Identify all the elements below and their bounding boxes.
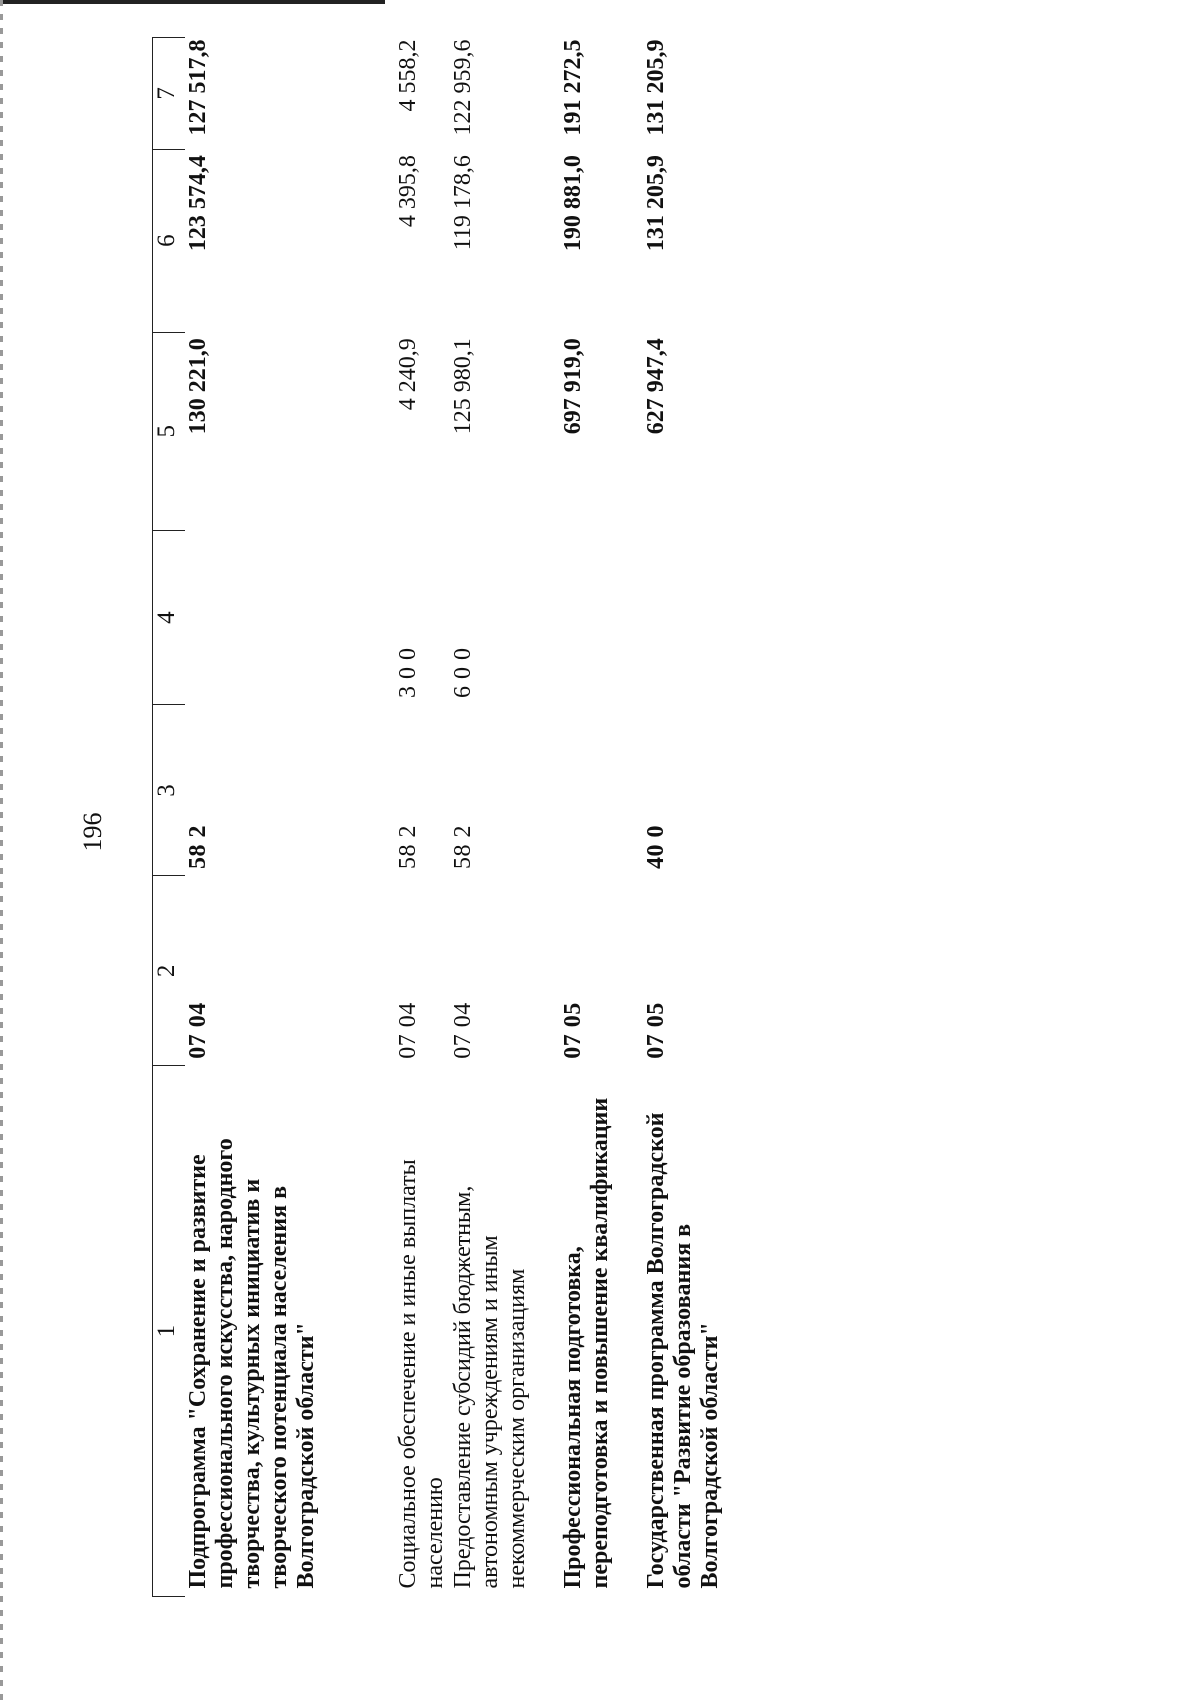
row-name (643, 1066, 753, 1597)
row-name (185, 1066, 395, 1597)
cell-target: 40 0 (643, 824, 669, 869)
column-header-1: 1 (153, 1066, 186, 1597)
cell-amount-5: 697 919,0 (560, 338, 586, 435)
cell-amount-5: 130 221,0 (185, 338, 211, 435)
row-name (450, 1066, 560, 1597)
column-header-7: 7 (153, 38, 186, 150)
cell-target: 58 2 (450, 824, 476, 869)
cell-amount-6: 123 574,4 (185, 155, 211, 252)
cell-amount-7: 4 558,2 (395, 39, 421, 112)
cell-section: 07 04 (450, 1002, 476, 1059)
cell-section: 07 04 (395, 1002, 421, 1059)
cell-expense-type (643, 530, 753, 705)
row-name (395, 1066, 450, 1597)
row-name-text: Государственная программа Волгоградской области "Развитие образования в Волгоградской области" (643, 1112, 723, 1589)
cell-section: 07 04 (185, 1002, 211, 1059)
cell-target: 58 2 (395, 824, 421, 869)
budget-table (152, 37, 753, 1597)
table-row (395, 38, 450, 1597)
table-row (643, 38, 753, 1597)
page-number: 196 (78, 812, 107, 852)
table-row (185, 38, 395, 1597)
cell-expense-type: 3 0 0 (395, 647, 421, 698)
cell-amount-7: 191 272,5 (560, 39, 586, 136)
cell-amount-6: 4 395,8 (395, 155, 421, 228)
table-row (560, 38, 643, 1597)
column-header-2: 2 (153, 876, 186, 1066)
cell-amount-6: 131 205,9 (643, 155, 669, 252)
cell-amount-5: 4 240,9 (395, 338, 421, 411)
row-name-text: Подпрограмма "Сохранение и развитие профессионального искусства, народного творчества, культурных инициатив и творческого потенциала населения в Волгоградской области" (185, 1138, 319, 1589)
row-name (560, 1066, 643, 1597)
column-header-6: 6 (153, 149, 186, 332)
row-name-text: Социальное обеспечение и иные выплаты населению (395, 1159, 448, 1589)
cell-expense-type (560, 530, 643, 705)
cell-amount-6: 190 881,0 (560, 155, 586, 252)
cell-target (560, 705, 643, 876)
cell-expense-type: 6 0 0 (450, 647, 476, 698)
cell-target: 58 2 (185, 824, 211, 869)
column-header-3: 3 (153, 705, 186, 876)
cell-amount-7: 127 517,8 (185, 39, 211, 136)
cell-amount-7: 131 205,9 (643, 39, 669, 136)
cell-expense-type (185, 530, 395, 705)
cell-amount-6: 119 178,6 (450, 155, 476, 251)
table-header-row (153, 38, 186, 1597)
cell-section: 07 05 (560, 1002, 586, 1059)
column-header-5: 5 (153, 332, 186, 530)
row-name-text: Профессиональная подготовка, переподготовка и повышение квалификации (560, 1097, 613, 1589)
cell-amount-5: 125 980,1 (450, 338, 476, 435)
column-header-4: 4 (153, 530, 186, 705)
cell-amount-7: 122 959,6 (450, 39, 476, 136)
cell-amount-5: 627 947,4 (643, 338, 669, 435)
row-name-text: Предоставление субсидий бюджетным, автономным учреждениям и иным некоммерческим организациям (450, 1185, 530, 1589)
table-row (450, 38, 560, 1597)
cell-section: 07 05 (643, 1002, 669, 1059)
